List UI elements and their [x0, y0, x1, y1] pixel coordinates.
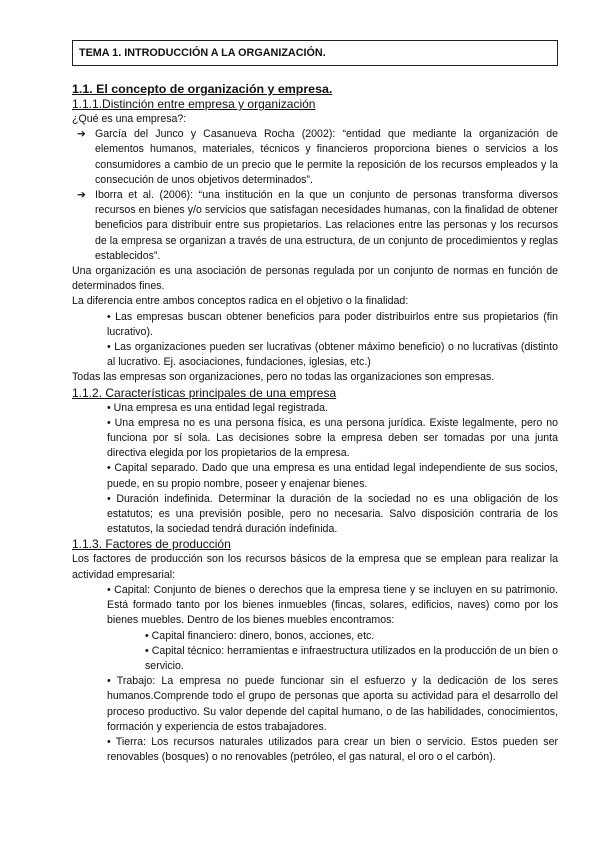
all-companies-paragraph: Todas las empresas son organizaciones, pero no todas las organizaciones son empresas. — [72, 371, 495, 384]
subsection-heading-1-1-2: 1.1.2. Características principales de una empresa — [72, 385, 337, 400]
factors-paragraph: Los factores de producción son los recursos básicos de la empresa que se emplean para realizar la actividad empresarial: — [72, 553, 558, 581]
list-item: • Las organizaciones pueden ser lucrativas (obtener máximo beneficio) o no lucrativas (distinto al lucrativo. Ej. asociaciones, fundaciones, iglesias, etc.) — [107, 341, 558, 369]
list-item: • Las empresas buscan obtener beneficios para poder distribuirlos entre sus propietarios (fin lucrativo). — [107, 310, 558, 338]
definition-garcia-text: García del Junco y Casanueva Rocha (2002): “entidad que mediante la organización de elementos humanos, materiales, técnicos y financieros proporciona bienes o servicios a los consumidores a cambio de un precio que le permite la reposición de los recursos empleados y la consecución de unos objetivos determinados”. — [95, 128, 558, 186]
list-item-capital-financiero: • Capital financiero: dinero, bonos, acciones, etc. — [145, 629, 375, 642]
list-item: • Duración indefinida. Determinar la duración de la sociedad no es una obligación de los estatutos; es una previsión posible, pero no necesaria. Salvo disposición contraria de los estatutos, la sociedad tendrá duración indefinida. — [107, 492, 558, 536]
document-page — [72, 40, 558, 765]
difference-paragraph: La diferencia entre ambos conceptos radica en el objetivo o la finalidad: — [72, 295, 409, 308]
chapter-title-box — [72, 40, 558, 66]
list-item: • Capital separado. Dado que una empresa es una entidad legal independiente de sus socios, puede, en su propio nombre, poseer y enajenar bienes. — [107, 462, 558, 490]
arrow-bullet-icon: ➔ — [77, 128, 86, 141]
list-item-capital: • Capital: Conjunto de bienes o derechos que la empresa tiene y se incluyen en su patrimonio. Está formado tanto por los bienes inmuebles (fincas, solares, edificios, naves) como por los bienes muebles. Dentro de los bienes muebles encontramos: — [107, 583, 558, 627]
definition-garcia — [72, 127, 558, 188]
list-item-trabajo: • Trabajo: La empresa no puede funcionar sin el esfuerzo y la dedicación de los seres humanos.Comprende todo el grupo de personas que aporta su actividad para el desarrollo del proceso productivo. Su valor depende del capital humano, o de las habilidades, conocimientos, formación y experiencia de estos trabajadores. — [107, 675, 558, 733]
arrow-bullet-icon: ➔ — [77, 189, 86, 202]
definition-iborra-text: Iborra et al. (2006): “una institución en la que un conjunto de personas transforma diversos recursos en bienes y/o servicios que satisfagan necesidades humanas, con la finalidad de obtener beneficios para distribuir entre sus propietarios. Las relaciones entre las personas y los recursos de la empresa se organizan a través de una estructura, de un conjunto de procedimientos y reglas establecidos”. — [95, 189, 558, 262]
question-text: ¿Qué es una empresa?: — [72, 113, 187, 125]
list-item-capital-tecnico: • Capital técnico: herramientas e infraestructura utilizados en la producción de un bien o servicio. — [145, 644, 558, 672]
organization-paragraph: Una organización es una asociación de personas regulada por un conjunto de normas en función de determinados fines. — [72, 265, 558, 293]
chapter-title: TEMA 1. INTRODUCCIÓN A LA ORGANIZACIÓN. — [79, 47, 326, 59]
list-item-tierra: • Tierra: Los recursos naturales utilizados para crear un bien o servicio. Estos pueden ser renovables (bosques) o no renovables (petróleo, el gas natural, el oro o el carbón). — [107, 735, 558, 764]
subsection-heading-1-1-3: 1.1.3. Factores de producción — [72, 537, 231, 552]
list-item: • Una empresa es una entidad legal registrada. — [107, 401, 329, 414]
section-heading-1-1: 1.1. El concepto de organización y empresa. — [72, 82, 333, 96]
subsection-heading-1-1-1: 1.1.1.Distinción entre empresa y organización — [72, 97, 316, 111]
list-item: • Una empresa no es una persona física, es una persona jurídica. Existe legalmente, pero no funciona por sí sola. Las decisiones sobre la empresa deben ser tomadas por una junta directiva elegida por los propietarios de la empresa. — [107, 416, 558, 460]
definition-iborra — [72, 188, 558, 264]
